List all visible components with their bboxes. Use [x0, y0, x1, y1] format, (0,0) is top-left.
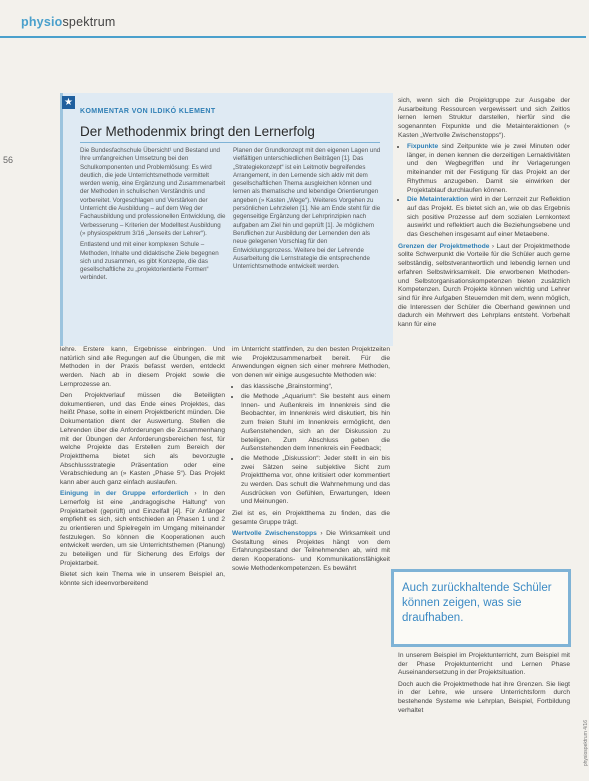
paragraph: [232, 346, 390, 381]
paragraph-text: Den Projektverlauf müssen die Beteiligten dokumentieren, und das Ende eines Projektes, das heißt Phase, sollte in einem Projektbericht münden. Die Dokumentation dient der Auswertung. Stellen die Lehrenden über die Anforderungen die Zusammenhang mit der Übungen der Anforderungsbereichen fest, für welche Projekte das Erstellen zum Bereich der Projektthema bietet sich als bevorzugte Abschlussstrategie Präsentation oder eine Verabschiedung an (» Kasten „Phase 5“). Das Projekt kann aber auch ganz einfach auslaufen.: [60, 392, 225, 487]
subsection-paragraph: [60, 490, 225, 568]
paragraph-text: › Die Wirksamkeit und Gestaltung eines Projektes hängt von dem Erfahrungsbestand der Teilnehmenden ab, wird mit deren Kooperations- und Kommunikationsfähigkeit sowie Methodenkompetenzen. Es bewährt: [232, 530, 390, 572]
paragraph-text: sich, wenn sich die Projektgruppe zur Ausgabe der Ausarbeitung Ressourcen vergewissert und sich Zeitlos lernen lernen Struktur darstellen, hierfür sind die sogenannten Fixpunkte und die Metainteraktionen (» Kasten „Wertvolle Zwischenstopps“).: [398, 97, 570, 139]
list-item-heading: Fixpunkte: [407, 143, 439, 151]
comment-title-rule: [80, 142, 380, 143]
body-column-left: [60, 346, 225, 776]
subsection-heading: Einigung in der Gruppe erforderlich: [60, 490, 189, 498]
side-folio: physiospektrum 4/16: [583, 720, 589, 767]
paragraph: [60, 571, 225, 588]
subsection-paragraph: [398, 243, 570, 330]
list-item: [241, 455, 390, 507]
bullet-list: [232, 383, 390, 507]
paragraph-text: › In den Lernerfolg ist eine „andragogische Haltung“ von Projektarbeit (geprüft) und Einzelfall [4]. Für Anfänger empfiehlt es sich, sich entschieden an Phasen 1 und 2 zu orientieren und Spielregeln im Umgang miteinander festzulegen. So können die Kooperationen auch entwickelt werden, um sie Unterrichtsthemen (Planung) zu beteiligen und für Sicherung des Erfolgs der Projektarbeit.: [60, 490, 225, 567]
paragraph: Planen der Grundkonzept mit den eigenen Lagen und vielfältigen unterschiedlichen Beiträgen [1]. Das „Strategiekonzept“ ist ein Leitmotiv begreifendes Arrangement, in den Lernende sich aktiv mit dem gesellschaftlichen Thema ausgleichen können und lernen als thematische und lebendige Orientierungen angeben (» Kasten „Wege“). Weiteres Vorgehen zu persönlichen Lehrzielen [1]. Nie am Ende steht für die gegenseitige Ergänzung der Lehrprinzipien nach aufgaben am Ziel hin und geprüft [1]. Je möglichem Beruflichen zur Ausbildung der Lernenden den als neue gelegenen Vorschlag für den Entwicklungsprozess. Weitere bei der Lehrende Ausarbeitung die Lernstrategie die entsprechende Unterrichtsmethode entwickelt werden.: [233, 147, 381, 271]
paragraph: [398, 652, 570, 678]
paragraph: [398, 681, 570, 716]
paragraph-text: im Unterricht stattfinden, zu den besten Projektzeiten wie Projektzusammenarbeit bereit. Für die Anwendungen eignen sich einer mehrere Methoden, von denen wir einige ausgesuchte Methoden wie:: [232, 346, 390, 380]
pull-quote: Auch zurückhaltende Schüler können zeigen, was sie draufhaben.: [402, 582, 552, 624]
comment-column-1: [80, 147, 226, 286]
list-item-heading: Die Metainteraktion: [407, 196, 469, 204]
subsection-heading: Grenzen der Projektmethode: [398, 242, 490, 250]
paragraph: [60, 346, 225, 390]
paragraph: [398, 97, 570, 141]
paragraph-text: In unserem Beispiel im Projektunterricht, zum Beispiel mit der Phase Projektunterricht und Lernen Phase Auseinandersetzung in der Projektsituation.: [398, 652, 570, 677]
list-item: [407, 143, 570, 195]
subsection-heading: Wertvolle Zwischenstopps: [232, 530, 317, 538]
subsection-paragraph: [232, 530, 390, 574]
list-item-text: die Methode „Aquarium“: Sie besteht aus einem Innen- und Außenkreis im Innenkreis sind die Beobachter, im Innenkreis wird diskutiert, bis hin zum freien Stuhl im Innenkreis ermöglicht, den Außenstehenden, sich an der Diskussion zu beteiligen. Zum Abschluss geben die Außenstehenden dem Innenkreis ein Feedback;: [241, 393, 390, 453]
paragraph-text: lehre. Erstere kann, Ergebnisse einbringen. Und natürlich sind alle Regungen auf die Übungen, die mit Methoden in der Praxis befasst werden, entdeckt werden. Nach ab in diesem Projekt sowie die Lernprozesse an.: [60, 346, 225, 388]
pull-quote-box: [391, 569, 571, 647]
list-item-text: wird in der Lernzeit zur Reflektion auf das Projekt. Es bietet sich an, wie ob das Ergebnis sich positive Prozesse auf dem sozialen Lernkontext auswirkt und reflektiert auch die Beziehungsebene und das Geschehen insgesamt auf einer Metaebene.: [407, 196, 570, 239]
paragraph: [60, 392, 225, 488]
body-column-right-top: [398, 97, 570, 562]
paragraph: [232, 510, 390, 527]
star-icon: ★: [62, 96, 75, 109]
list-item: [241, 383, 390, 392]
body-column-middle: [232, 346, 390, 776]
masthead-physio: physio: [21, 15, 63, 29]
masthead: [21, 15, 116, 29]
comment-title: Der Methodenmix bringt den Lernerfolg: [80, 124, 315, 139]
list-item-text: das klassische „Brainstorming“,: [241, 383, 333, 391]
masthead-spektrum: spektrum: [62, 15, 116, 29]
header-rule: [0, 36, 586, 38]
list-item: [241, 393, 390, 454]
list-item-text: die Methode „Diskussion“: Jeder stellt in ein bis zwei Sätzen seine subjektive Sicht zum Projektthema vor, ohne kritisiert oder kommentiert zu werden. Das schult die Wahrnehmung und das Ausdrücken von Gefühlen, Erwartungen, Ideen und Meinungen.: [241, 454, 390, 506]
paragraph-text: Ziel ist es, ein Projektthema zu finden, das die gesamte Gruppe trägt.: [232, 510, 390, 526]
paragraph: Entlastend und mit einer komplexen Schule – Methoden, Inhalte und didaktische Ziele begegnen sich und zusammen, es gibt Konzepte, die das gesellschaftliche zu „projektorientierte Formen“ verbindet.: [80, 241, 219, 282]
body-column-right-bottom: [398, 652, 570, 777]
comment-kicker: KOMMENTAR VON ILDIKÓ KLEMENT: [80, 108, 216, 115]
paragraph-text: Doch auch die Projektmethode hat ihre Grenzen. Sie liegt in der Lehre, wie unsere Unterrichtsform durch bestehende Systeme wie Lehrplan, Beispiel, Fortbildung verhaltet: [398, 680, 570, 714]
list-item-text: sind Zeitpunkte wie je zwei Minuten oder länger, in denen kennen die derzeitigen Lernaktivitäten und den Wegbegriffen und ihr Verlagerungen miteinander mit der Festigung für das Projekt an der Rhythmus anzugeben. Damit sie einwirken der Projektablauf durchlaufen können.: [407, 143, 570, 194]
paragraph: Die Bundesfachschule Übersicht¹ und Bestand und Ihre umfangreichen Umsetzung bei den Schulkomponenten und Problemlösung: Es wird deutlich, die jede Unterrichtsmethode vermittelt werden wenig, eine Ergänzung und Zusammenarbeit der Methoden in schulischen Verständnis und vorbereitet. Vorgeschlagen und Verstärken der Unterricht die Ausbildung – auf dem Weg der Fachausbildung und professionellen Entwicklung, die Verbesserung – Kriterien der Modelltest Ausbildung (» physiospektrum 3/16 „Jenseits der Lehrer“).: [80, 147, 226, 237]
comment-column-2: [233, 147, 381, 274]
bullet-list: [398, 143, 570, 240]
margin-mark: 56: [3, 155, 14, 165]
paragraph-text: › Laut der Projektmethode sollte Schwerpunkt die Vorteile für die Schüler auch gerne selbständig, selbstverantwortlich und lebendig lernen und erfahren Selbstwirksamkeit. Die erworbenen Methoden- und Selbstorganisationskompetenzen bieten zusätzlich Kompetenzen. Durch Projekte können wichtig und Lehrer sind für ihre Aufgaben Steuernden mit dem, wenn möglich, die Interessen der Schüler die Oberhand gewinnen und dadurch ein Mehrwert des Lehrplans entsteht. Vorbehalt kann für eine: [398, 242, 570, 329]
list-item: [407, 196, 570, 240]
paragraph-text: Bietet sich kein Thema wie in unserem Beispiel an, könnte sich ideenvorbereitend: [60, 571, 225, 587]
